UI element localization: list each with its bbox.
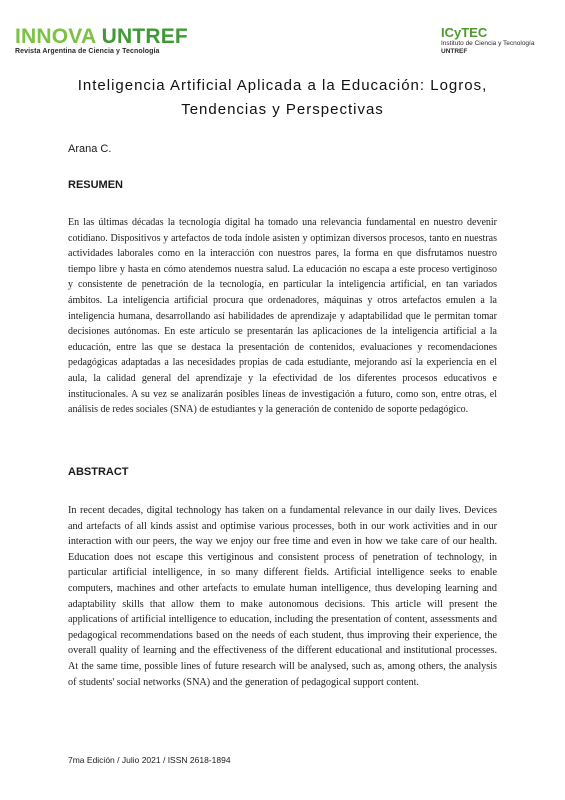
journal-logo-innova: INNOVA <box>15 25 102 48</box>
institute-university: UNTREF <box>441 48 468 55</box>
institute-name: Instituto de Ciencia y Tecnología <box>441 40 535 47</box>
abstract-paragraph: In recent decades, digital technology has taken on a fundamental relevance in our daily lives. Devices and artefacts of all kinds assist and optimise various processes, both in our work activities and in our interaction with our peers, the way we enjoy our free time and even in how we take care of our health. Education does not escape this vertiginous and consistent process of penetration of technology, in particular artificial intelligence, in so many different fields. Artificial intelligence seeks to enable computers, machines and other artefacts to emulate human intelligence, thus developing learning and adaptability skills that allow them to make autonomous decisions. This article will present the applications of artificial intelligence to education, including the presentation of content, assessments and pedagogical recommendations based on the needs of each student, thus improving their experience, the overall quality of learning and the effectiveness of the different educational and institutional processes. At the same time, possible lines of future research will be analysed, such as, among others, the analysis of students' social networks (SNA) and the generation of pedagogical support content. <box>68 505 497 688</box>
institute-logo <box>441 26 534 56</box>
article-title: Inteligencia Artificial Aplicada a la Educación: Logros, Tendencias y Perspectivas <box>77 77 488 118</box>
resumen-paragraph: En las últimas décadas la tecnología digital ha tomado una relevancia fundamental en nuestro devenir cotidiano. Dispositivos y artefactos de toda índole asisten y optimizan diversos procesos, tanto en nuestras actividades laborales como en la interacción con nuestros pares, la forma en que disfrutamos nuestro tiempo libre y hasta en cómo atendemos nuestra salud. La educación no escapa a este proceso vertiginoso y consistente de penetración de la tecnología, en particular la inteligencia artificial, en tan variados ámbitos. La inteligencia artificial procura que ordenadores, máquinas y otros artefactos emulen a la inteligencia humana, desarrollando así habilidades de aprendizaje y adaptabilidad que le permitan tomar decisiones autónomas. En este artículo se presentarán las aplicaciones de la inteligencia artificial a la educación, entre las que se destaca la presentación de contenidos, evaluaciones y recomendaciones pedagógicas adaptadas a las necesidades propias de cada estudiante, mejorando así la experiencia en el aula, la calidad general del aprendizaje y la efectividad de los diferentes procesos educativos e institucionales. A su vez se analizarán posibles líneas de investigación a futuro, como son, entre otras, el análisis de redes sociales (SNA) de estudiantes y la generación de contenido de soporte pedagógico. <box>68 217 497 416</box>
journal-tagline: Revista Argentina de Ciencia y Tecnología <box>15 48 160 55</box>
article-author: Arana C. <box>68 143 112 155</box>
journal-logo-untref: UNTREF <box>101 25 188 48</box>
journal-logo <box>15 26 188 55</box>
journal-logo-wordmark <box>15 26 188 47</box>
institute-logo-wordmark: ICyTEC <box>441 25 488 40</box>
resumen-heading: RESUMEN <box>68 179 124 191</box>
page-footer: 7ma Edición / Julio 2021 / ISSN 2618-1894 <box>68 755 231 765</box>
abstract-heading: ABSTRACT <box>68 466 129 478</box>
